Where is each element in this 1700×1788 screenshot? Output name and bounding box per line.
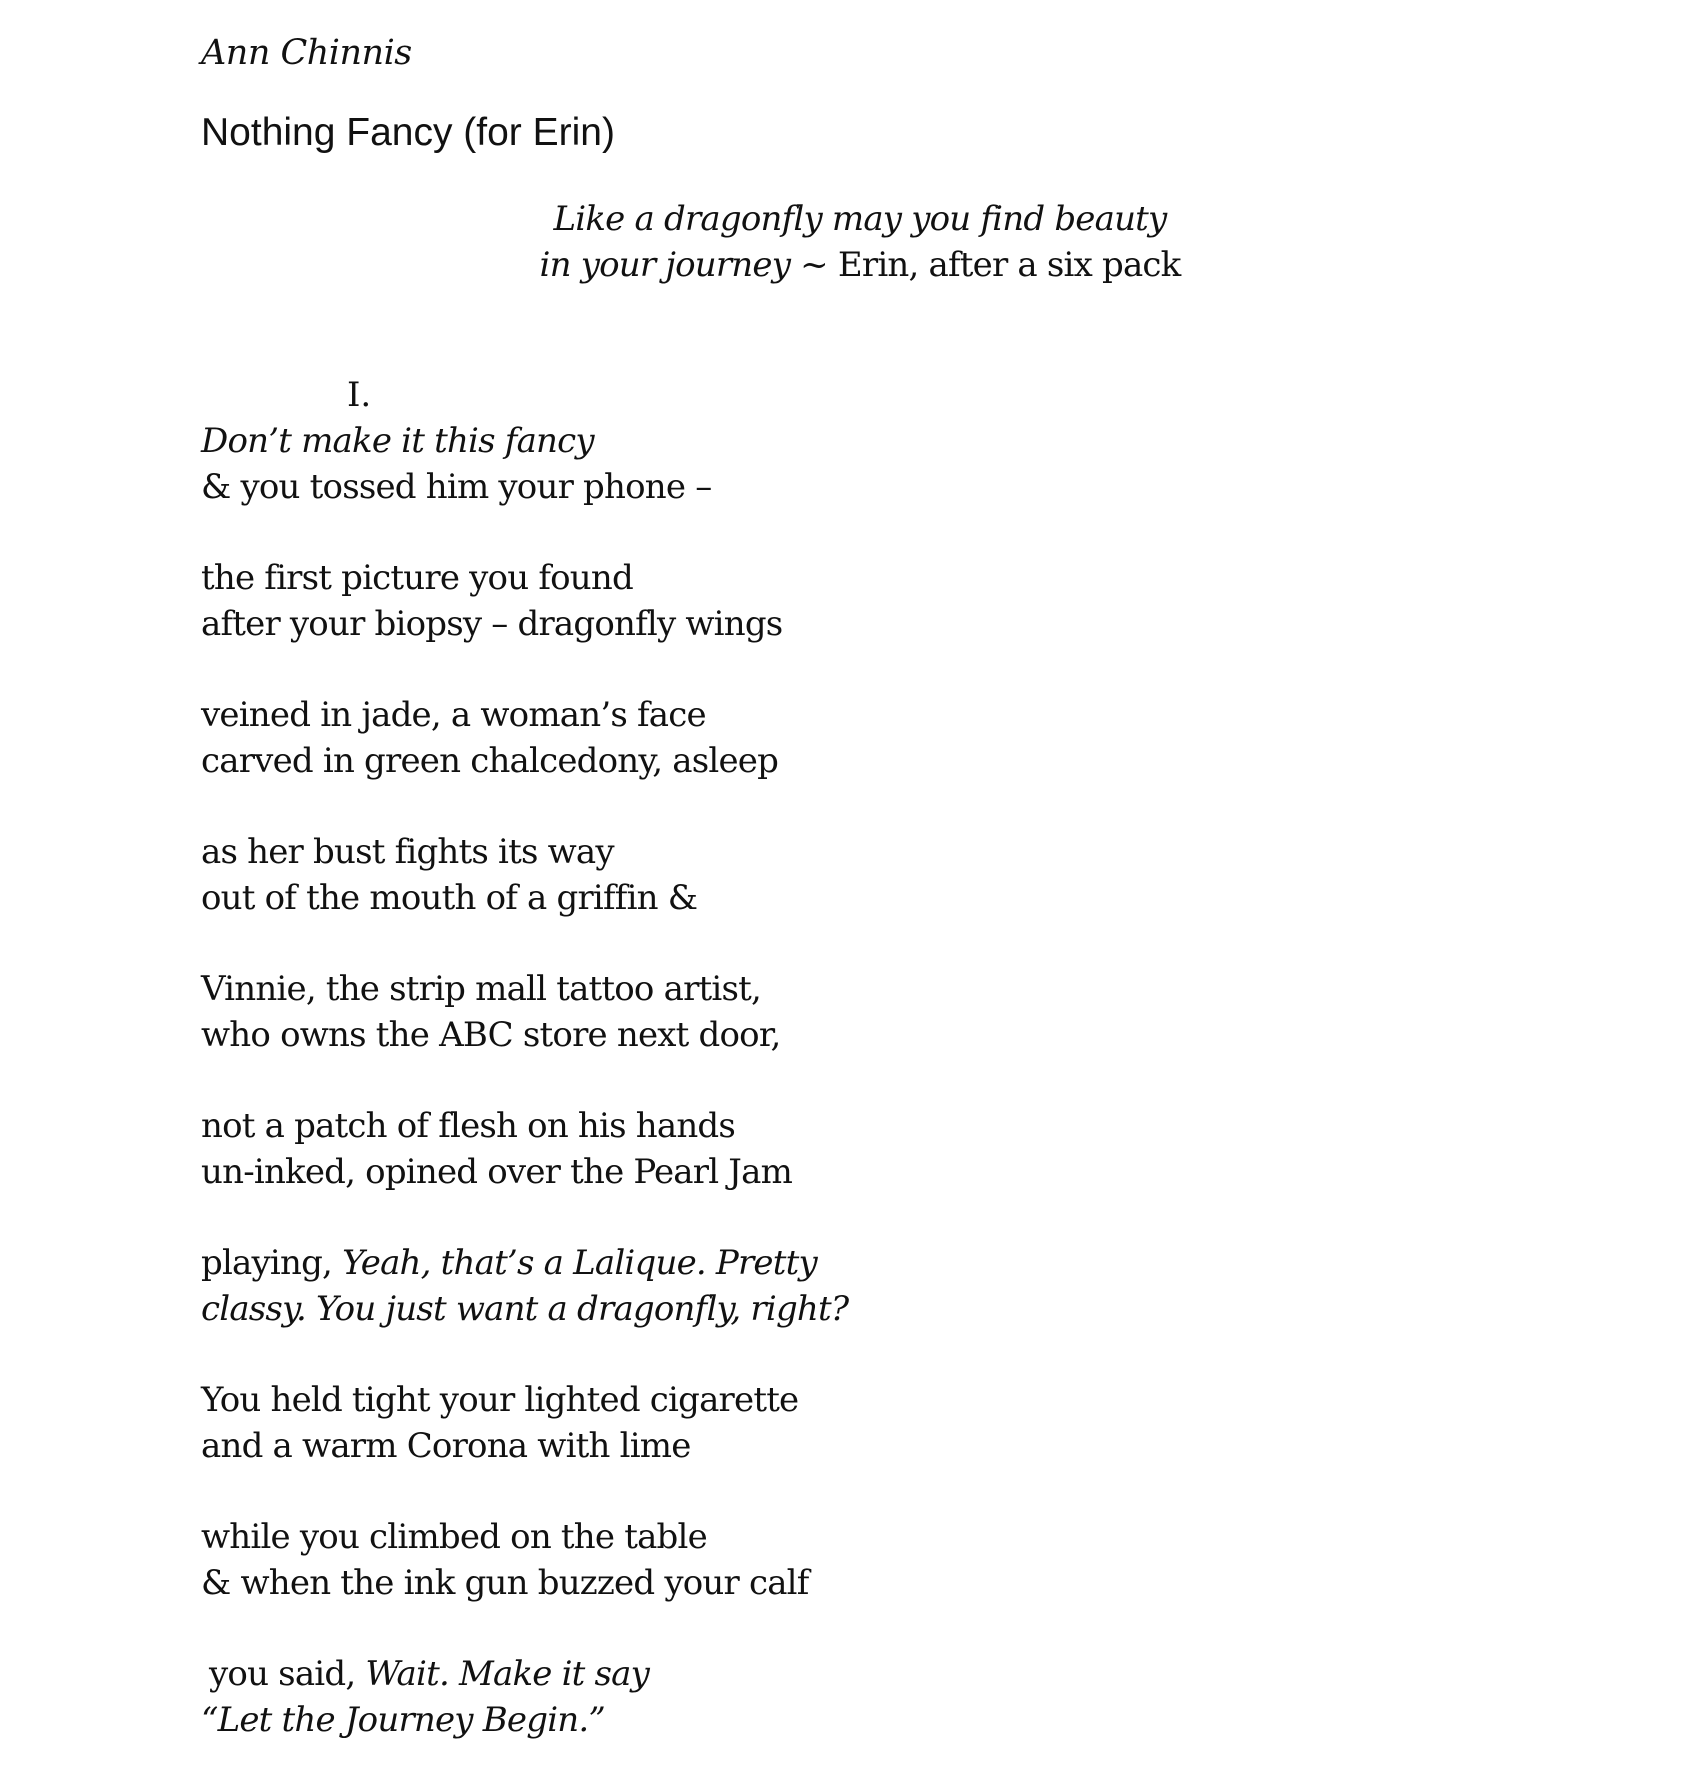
stanza-line: “Let the Journey Begin.” [201, 1700, 605, 1740]
stanza-line: & you tossed him your phone – [201, 467, 712, 507]
stanza-line: who owns the ABC store next door, [201, 1015, 781, 1055]
stanza-line-italic: Yeah, that’s a Lalique. Pretty [342, 1243, 817, 1283]
stanza-line: & when the ink gun buzzed your calf [201, 1563, 809, 1603]
stanza [201, 829, 1401, 921]
epigraph-line-1 [500, 196, 1220, 242]
stanza-line: not a patch of flesh on his hands [201, 1106, 736, 1146]
epigraph [500, 196, 1220, 288]
stanza-line [201, 1240, 1401, 1286]
epigraph-line-1-text: Like a dragonfly may you find beauty [553, 199, 1167, 239]
author-name: Ann Chinnis [201, 33, 412, 73]
stanza-line: You held tight your lighted cigarette [201, 1380, 799, 1420]
stanza [201, 1377, 1401, 1469]
stanza-line: Don’t make it this fancy [201, 421, 594, 461]
epigraph-attribution: ~ Erin, after a six pack [790, 245, 1181, 285]
stanza [201, 966, 1401, 1058]
stanza [201, 1103, 1401, 1195]
poem-body [201, 418, 1401, 1788]
stanza [201, 1240, 1401, 1332]
epigraph-line-2 [500, 242, 1220, 288]
stanza-line: as her bust fights its way [201, 832, 614, 872]
stanza-line: un-inked, opined over the Pearl Jam [201, 1152, 793, 1192]
stanza-line [201, 1651, 1401, 1697]
stanza-line: out of the mouth of a griffin & [201, 878, 698, 918]
section-number: I. [347, 375, 372, 415]
stanza-line: carved in green chalcedony, asleep [201, 741, 779, 781]
epigraph-line-2-italic: in your journey [539, 245, 791, 285]
stanza-line-plain: you said, [209, 1654, 366, 1694]
stanza-line-italic: Wait. Make it say [365, 1654, 650, 1694]
stanza [201, 692, 1401, 784]
stanza-line-plain: playing, [201, 1243, 343, 1283]
stanza-line: and a warm Corona with lime [201, 1426, 691, 1466]
stanza-line: Vinnie, the strip mall tattoo artist, [201, 969, 761, 1009]
stanza [201, 1514, 1401, 1606]
stanza-line: classy. You just want a dragonfly, right? [201, 1289, 849, 1329]
poem-title: Nothing Fancy (for Erin) [201, 111, 615, 154]
stanza [201, 1651, 1401, 1743]
stanza-line: while you climbed on the table [201, 1517, 707, 1557]
stanza [201, 418, 1401, 510]
stanza-line: veined in jade, a woman’s face [201, 695, 706, 735]
stanza-line: the first picture you found [201, 558, 633, 598]
stanza-line: after your biopsy – dragonfly wings [201, 604, 783, 644]
stanza [201, 555, 1401, 647]
